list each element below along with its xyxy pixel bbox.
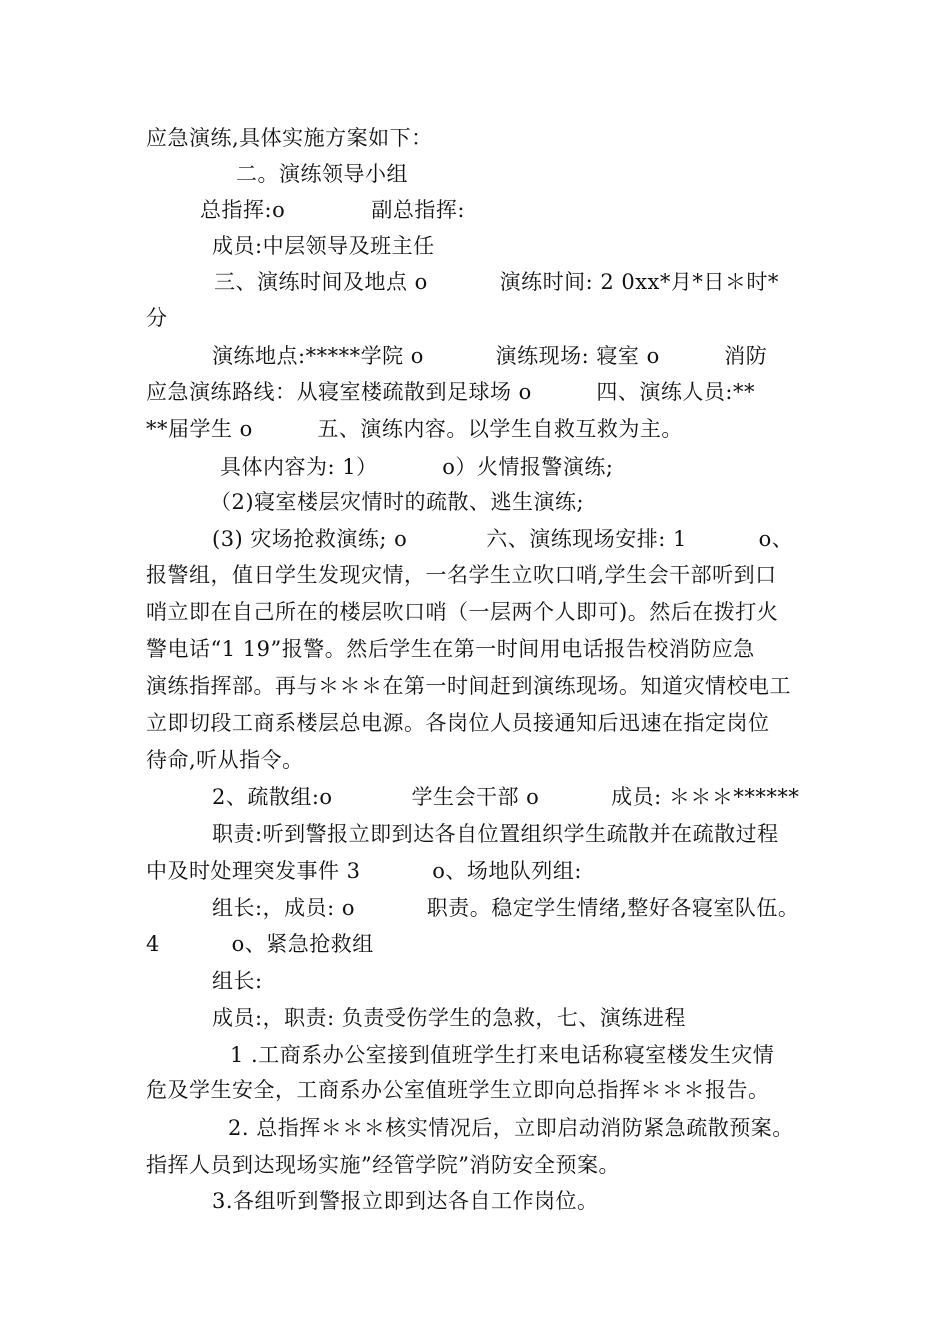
text-line: 应急演练路线：从寝室楼疏散到足球场 ο 四、演练人员:** <box>146 380 755 404</box>
text-line: 2、疏散组:ο 学生会干部 ο 成员: ＊＊＊****** <box>212 785 800 809</box>
text-line: 三、演练时间及地点 ο 演练时间: 2 0xx*月*日＊时* <box>214 270 779 294</box>
text-line: 组长: <box>212 969 263 993</box>
text-line: 立即切段工商系楼层总电源。各岗位人员接通知后迅速在指定岗位 <box>146 711 770 735</box>
text-line: 成员:，职责: 负责受伤学生的急救，七、演练进程 <box>212 1006 686 1030</box>
text-line: 警电话“1 19”报警。然后学生在第一时间用电话报告校消防应急 <box>146 637 755 661</box>
text-line: 职责:听到警报立即到达各自位置组织学生疏散并在疏散过程 <box>212 822 779 846</box>
text-line: 哨立即在自己所在的楼层吹口哨（一层两个人即可)。然后在拨打火 <box>146 600 779 624</box>
text-line: （2)寝室楼层灾情时的疏散、逃生演练; <box>210 490 585 514</box>
text-line: 3.各组听到警报立即到达各自工作岗位。 <box>212 1189 599 1213</box>
section-heading: 二。演练领导小组 <box>236 162 408 186</box>
text-line: 具体内容为: 1） ο）火情报警演练; <box>220 455 614 479</box>
text-line: (3) 灾场抢救演练; ο 六、演练现场安排: 1 ο、 <box>212 527 794 551</box>
text-line: 中及时处理突发事件 3 ο、场地队列组: <box>146 859 583 883</box>
text-line: 演练地点:*****学院 ο 演练现场: 寝室 ο 消防 <box>212 344 768 368</box>
text-line: 待命,听从指令。 <box>146 748 304 772</box>
text-line: **届学生 ο 五、演练内容。以学生自救互救为主。 <box>146 417 683 441</box>
text-line: 成员:中层领导及班主任 <box>212 234 435 258</box>
text-line: 危及学生安全，工商系办公室值班学生立即向总指挥＊＊＊报告。 <box>146 1078 770 1102</box>
text-line: 报警组，值日学生发现灾情，一名学生立吹口哨,学生会干部听到口 <box>146 563 777 587</box>
text-line: 组长:，成员: ο 职责。稳定学生情绪,整好各寝室队伍。 <box>212 896 800 920</box>
text-line: 演练指挥部。再与＊＊＊在第一时间赶到演练现场。知道灾情校电工 <box>146 674 791 698</box>
text-line: 4 ο、紧急抢救组 <box>146 932 374 956</box>
text-line: 应急演练,具体实施方案如下： <box>146 126 433 150</box>
text-line: 1 .工商系办公室接到值班学生打来电话称寝室楼发生灾情 <box>230 1043 775 1067</box>
text-line: 指挥人员到达现场实施”经管学院”消防安全预案。 <box>146 1153 620 1177</box>
text-line: 2. 总指挥＊＊＊核实情况后，立即启动消防紧急疏散预案。 <box>228 1116 794 1140</box>
text-line: 总指挥:ο 副总指挥: <box>200 198 465 222</box>
text-line: 分 <box>146 306 168 330</box>
